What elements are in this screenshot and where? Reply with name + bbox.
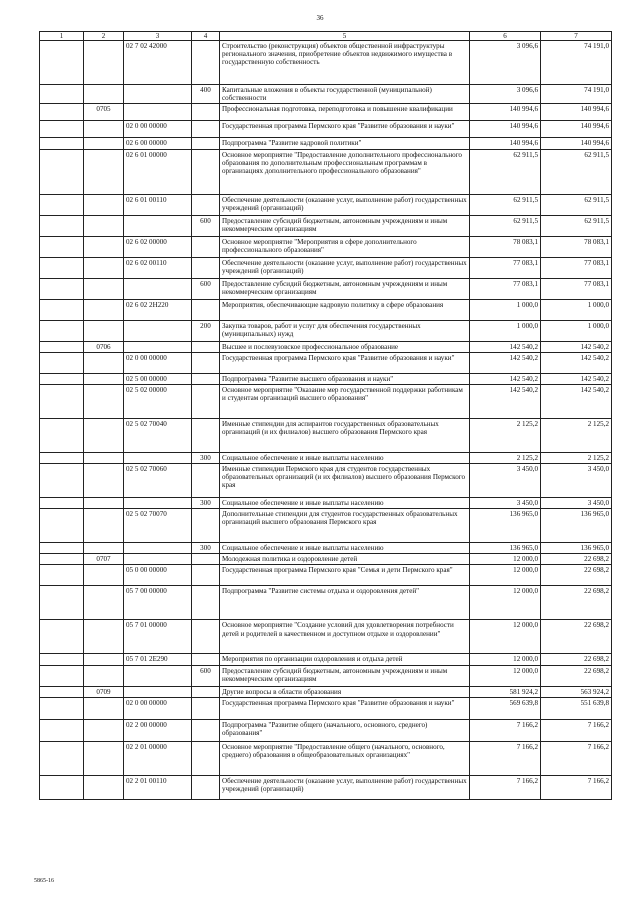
target-code	[124, 341, 192, 352]
col1-cell	[40, 654, 84, 665]
col1-cell	[40, 418, 84, 452]
section-code	[84, 654, 124, 665]
item-name: Основное мероприятие "Предоставление дополнительного профессионального образования по дополнительным профессиональным программам в организациях дополнительного профессионального образования"	[220, 149, 470, 194]
expense-type-code: 400	[192, 85, 220, 104]
section-code	[84, 452, 124, 463]
item-name: Дополнительные стипендии для студентов государственных образовательных организаций высшего образования Пермского края	[220, 509, 470, 543]
target-code	[124, 543, 192, 554]
table-row	[40, 85, 612, 104]
expense-type-code: 600	[192, 665, 220, 686]
amount-year1: 2 125,2	[470, 452, 541, 463]
col1-cell	[40, 565, 84, 586]
expense-type-code: 600	[192, 278, 220, 299]
target-code: 02 5 02 70040	[124, 418, 192, 452]
target-code: 02 5 02 70060	[124, 463, 192, 497]
section-code: 0706	[84, 341, 124, 352]
expense-type-code	[192, 104, 220, 121]
item-name: Обеспечение деятельности (оказание услуг, выполнение работ) государственных учреждений (организаций)	[220, 257, 470, 278]
col-header: 6	[470, 32, 541, 41]
target-code: 05 7 01 00000	[124, 620, 192, 654]
target-code	[124, 85, 192, 104]
section-code	[84, 620, 124, 654]
amount-year2: 136 965,0	[541, 543, 612, 554]
header-row	[40, 32, 612, 41]
section-code	[84, 121, 124, 138]
amount-year1: 136 965,0	[470, 509, 541, 543]
amount-year1: 62 911,5	[470, 194, 541, 215]
item-name: Предоставление субсидий бюджетным, автономным учреждениям и иным некоммерческим организациям	[220, 665, 470, 686]
table-row	[40, 278, 612, 299]
item-name: Подпрограмма "Развитие кадровой политики"	[220, 138, 470, 149]
table-row	[40, 620, 612, 654]
target-code	[124, 452, 192, 463]
target-code: 02 2 00 00000	[124, 719, 192, 741]
amount-year2: 62 911,5	[541, 215, 612, 236]
section-code	[84, 586, 124, 620]
amount-year1: 142 540,2	[470, 373, 541, 384]
table-row	[40, 41, 612, 85]
section-code	[84, 215, 124, 236]
table-row	[40, 565, 612, 586]
col1-cell	[40, 665, 84, 686]
amount-year1: 62 911,5	[470, 215, 541, 236]
col1-cell	[40, 373, 84, 384]
expense-type-code: 300	[192, 452, 220, 463]
table-row	[40, 138, 612, 149]
section-code	[84, 565, 124, 586]
target-code: 05 0 00 00000	[124, 565, 192, 586]
amount-year2: 2 125,2	[541, 452, 612, 463]
section-code	[84, 543, 124, 554]
col1-cell	[40, 719, 84, 741]
amount-year1: 12 000,0	[470, 620, 541, 654]
table-row	[40, 775, 612, 799]
amount-year2: 74 191,0	[541, 41, 612, 85]
amount-year2: 1 000,0	[541, 320, 612, 341]
table-row	[40, 543, 612, 554]
col1-cell	[40, 620, 84, 654]
col1-cell	[40, 299, 84, 320]
target-code: 02 6 02 2Н220	[124, 299, 192, 320]
expense-type-code	[192, 194, 220, 215]
section-code	[84, 236, 124, 257]
col1-cell	[40, 554, 84, 565]
amount-year1: 3 096,6	[470, 41, 541, 85]
section-code	[84, 352, 124, 373]
expense-type-code: 300	[192, 543, 220, 554]
table-row	[40, 121, 612, 138]
expense-type-code	[192, 741, 220, 775]
amount-year1: 62 911,5	[470, 149, 541, 194]
col1-cell	[40, 543, 84, 554]
item-name: Основное мероприятие "Мероприятия в сфере дополнительного профессионального образования"	[220, 236, 470, 257]
expense-type-code	[192, 719, 220, 741]
item-name: Предоставление субсидий бюджетным, автономным учреждениям и иным некоммерческим организациям	[220, 278, 470, 299]
expense-type-code	[192, 697, 220, 719]
col1-cell	[40, 686, 84, 697]
amount-year2: 62 911,5	[541, 194, 612, 215]
table-row	[40, 320, 612, 341]
item-name: Строительство (реконструкция) объектов общественной инфраструктуры регионального значения, приобретение объектов недвижимого имущества в государственную собственность	[220, 41, 470, 85]
col1-cell	[40, 236, 84, 257]
target-code: 02 7 02 42000	[124, 41, 192, 85]
table-row	[40, 418, 612, 452]
section-code	[84, 278, 124, 299]
table-row	[40, 104, 612, 121]
section-code	[84, 85, 124, 104]
item-name: Профессиональная подготовка, переподготовка и повышение квалификации	[220, 104, 470, 121]
table-body	[40, 41, 612, 800]
section-code	[84, 497, 124, 508]
item-name: Основное мероприятие "Создание условий для удовлетворения потребности детей и родителей в качественном и доступном отдыхе и оздоровлении"	[220, 620, 470, 654]
amount-year1: 77 083,1	[470, 257, 541, 278]
amount-year1: 142 540,2	[470, 352, 541, 373]
amount-year2: 551 639,8	[541, 697, 612, 719]
expense-type-code: 600	[192, 215, 220, 236]
col-header: 4	[192, 32, 220, 41]
item-name: Молодежная политика и оздоровление детей	[220, 554, 470, 565]
amount-year1: 3 450,0	[470, 463, 541, 497]
expense-type-code	[192, 620, 220, 654]
amount-year2: 22 698,2	[541, 565, 612, 586]
amount-year1: 140 994,6	[470, 121, 541, 138]
col1-cell	[40, 452, 84, 463]
target-code	[124, 686, 192, 697]
amount-year2: 7 166,2	[541, 741, 612, 775]
amount-year1: 12 000,0	[470, 565, 541, 586]
amount-year2: 142 540,2	[541, 384, 612, 418]
amount-year2: 62 911,5	[541, 149, 612, 194]
section-code: 0705	[84, 104, 124, 121]
col-header: 1	[40, 32, 84, 41]
target-code	[124, 320, 192, 341]
col1-cell	[40, 194, 84, 215]
amount-year1: 1 000,0	[470, 299, 541, 320]
amount-year1: 12 000,0	[470, 654, 541, 665]
section-code	[84, 775, 124, 799]
target-code: 02 0 00 00000	[124, 352, 192, 373]
table-row	[40, 665, 612, 686]
section-code	[84, 741, 124, 775]
amount-year2: 142 540,2	[541, 352, 612, 373]
table-row	[40, 215, 612, 236]
item-name: Предоставление субсидий бюджетным, автономным учреждениям и иным некоммерческим организациям	[220, 215, 470, 236]
target-code: 02 5 02 00000	[124, 384, 192, 418]
page-number: 36	[316, 14, 324, 22]
col1-cell	[40, 352, 84, 373]
target-code	[124, 278, 192, 299]
expense-type-code	[192, 149, 220, 194]
target-code: 02 6 00 00000	[124, 138, 192, 149]
table-row	[40, 352, 612, 373]
target-code: 05 7 00 00000	[124, 586, 192, 620]
table-row	[40, 463, 612, 497]
col1-cell	[40, 775, 84, 799]
expense-type-code	[192, 299, 220, 320]
amount-year2: 22 698,2	[541, 620, 612, 654]
item-name: Социальное обеспечение и иные выплаты населению	[220, 452, 470, 463]
table-row	[40, 719, 612, 741]
expense-type-code: 300	[192, 497, 220, 508]
amount-year2: 136 965,0	[541, 509, 612, 543]
table-row	[40, 299, 612, 320]
col1-cell	[40, 85, 84, 104]
target-code: 02 5 02 70070	[124, 509, 192, 543]
col1-cell	[40, 463, 84, 497]
col1-cell	[40, 278, 84, 299]
col1-cell	[40, 320, 84, 341]
target-code: 02 2 01 00110	[124, 775, 192, 799]
amount-year2: 22 698,2	[541, 654, 612, 665]
item-name: Именные стипендии Пермского края для студентов государственных образовательных организаций (и их филиалов) высшего образования Пермского края	[220, 463, 470, 497]
table-row	[40, 236, 612, 257]
item-name: Подпрограмма "Развитие системы отдыха и оздоровления детей"	[220, 586, 470, 620]
table-row	[40, 554, 612, 565]
col1-cell	[40, 138, 84, 149]
item-name: Подпрограмма "Развитие высшего образования и науки"	[220, 373, 470, 384]
amount-year1: 2 125,2	[470, 418, 541, 452]
expense-type-code	[192, 509, 220, 543]
amount-year1: 140 994,6	[470, 138, 541, 149]
expense-type-code	[192, 463, 220, 497]
table-row	[40, 341, 612, 352]
target-code	[124, 554, 192, 565]
item-name: Государственная программа Пермского края "Развитие образования и науки"	[220, 352, 470, 373]
amount-year2: 74 191,0	[541, 85, 612, 104]
table-row	[40, 384, 612, 418]
table-row	[40, 452, 612, 463]
target-code	[124, 497, 192, 508]
section-code: 0709	[84, 686, 124, 697]
amount-year1: 78 083,1	[470, 236, 541, 257]
target-code	[124, 215, 192, 236]
item-name: Другие вопросы в области образования	[220, 686, 470, 697]
amount-year1: 7 166,2	[470, 719, 541, 741]
section-code	[84, 320, 124, 341]
expense-type-code	[192, 41, 220, 85]
section-code	[84, 373, 124, 384]
amount-year2: 142 540,2	[541, 341, 612, 352]
amount-year2: 140 994,6	[541, 121, 612, 138]
amount-year2: 140 994,6	[541, 138, 612, 149]
item-name: Основное мероприятие "Предоставление общего (начального, основного, среднего) образования в общеобразовательных организациях"	[220, 741, 470, 775]
target-code	[124, 104, 192, 121]
amount-year1: 3 096,6	[470, 85, 541, 104]
amount-year2: 7 166,2	[541, 719, 612, 741]
col1-cell	[40, 586, 84, 620]
table-row	[40, 194, 612, 215]
section-code	[84, 384, 124, 418]
section-code	[84, 719, 124, 741]
amount-year1: 7 166,2	[470, 775, 541, 799]
target-code: 02 6 02 00110	[124, 257, 192, 278]
col1-cell	[40, 509, 84, 543]
col1-cell	[40, 215, 84, 236]
item-name: Закупка товаров, работ и услуг для обеспечения государственных (муниципальных) нужд	[220, 320, 470, 341]
amount-year2: 22 698,2	[541, 665, 612, 686]
amount-year2: 3 450,0	[541, 497, 612, 508]
section-code	[84, 41, 124, 85]
amount-year2: 22 698,2	[541, 586, 612, 620]
col-header: 7	[541, 32, 612, 41]
table-row	[40, 741, 612, 775]
item-name: Обеспечение деятельности (оказание услуг, выполнение работ) государственных учреждений (организаций)	[220, 194, 470, 215]
expense-type-code	[192, 565, 220, 586]
section-code	[84, 463, 124, 497]
item-name: Именные стипендии для аспирантов государственных образовательных организаций (и их филиалов) высшего образования Пермского края	[220, 418, 470, 452]
col1-cell	[40, 149, 84, 194]
section-code	[84, 418, 124, 452]
amount-year1: 142 540,2	[470, 384, 541, 418]
target-code: 02 6 02 00000	[124, 236, 192, 257]
amount-year1: 12 000,0	[470, 665, 541, 686]
target-code	[124, 665, 192, 686]
amount-year1: 581 924,2	[470, 686, 541, 697]
col1-cell	[40, 384, 84, 418]
table-row	[40, 257, 612, 278]
col1-cell	[40, 697, 84, 719]
amount-year1: 140 994,6	[470, 104, 541, 121]
amount-year2: 77 083,1	[541, 278, 612, 299]
target-code: 02 5 00 00000	[124, 373, 192, 384]
expense-type-code	[192, 341, 220, 352]
col1-cell	[40, 341, 84, 352]
amount-year1: 7 166,2	[470, 741, 541, 775]
table-row	[40, 373, 612, 384]
col1-cell	[40, 257, 84, 278]
amount-year1: 12 000,0	[470, 586, 541, 620]
section-code	[84, 665, 124, 686]
target-code: 02 0 00 00000	[124, 697, 192, 719]
section-code	[84, 149, 124, 194]
table-row	[40, 509, 612, 543]
expense-type-code	[192, 418, 220, 452]
amount-year2: 77 083,1	[541, 257, 612, 278]
amount-year1: 136 965,0	[470, 543, 541, 554]
section-code	[84, 257, 124, 278]
section-code	[84, 138, 124, 149]
table-row	[40, 686, 612, 697]
section-code	[84, 509, 124, 543]
amount-year2: 1 000,0	[541, 299, 612, 320]
expense-type-code	[192, 554, 220, 565]
target-code: 02 6 01 00000	[124, 149, 192, 194]
amount-year2: 22 698,2	[541, 554, 612, 565]
item-name: Высшее и послевузовское профессиональное образование	[220, 341, 470, 352]
table-header	[40, 32, 612, 41]
budget-table	[39, 31, 612, 800]
table-row	[40, 654, 612, 665]
target-code: 02 6 01 00110	[124, 194, 192, 215]
section-code	[84, 194, 124, 215]
target-code: 02 2 01 00000	[124, 741, 192, 775]
amount-year2: 142 540,2	[541, 373, 612, 384]
col1-cell	[40, 741, 84, 775]
expense-type-code	[192, 138, 220, 149]
col1-cell	[40, 121, 84, 138]
section-code: 0707	[84, 554, 124, 565]
item-name: Мероприятия по организации оздоровления и отдыха детей	[220, 654, 470, 665]
amount-year1: 12 000,0	[470, 554, 541, 565]
col1-cell	[40, 497, 84, 508]
amount-year1: 3 450,0	[470, 497, 541, 508]
expense-type-code	[192, 352, 220, 373]
expense-type-code	[192, 257, 220, 278]
amount-year2: 78 083,1	[541, 236, 612, 257]
item-name: Государственная программа Пермского края "Развитие образования и науки"	[220, 697, 470, 719]
col1-cell	[40, 104, 84, 121]
section-code	[84, 299, 124, 320]
expense-type-code	[192, 373, 220, 384]
col1-cell	[40, 41, 84, 85]
amount-year1: 77 083,1	[470, 278, 541, 299]
amount-year2: 2 125,2	[541, 418, 612, 452]
table-row	[40, 586, 612, 620]
expense-type-code	[192, 654, 220, 665]
item-name: Основное мероприятие "Оказание мер государственной поддержки работникам и студентам организаций высшего образования"	[220, 384, 470, 418]
target-code: 02 0 00 00000	[124, 121, 192, 138]
amount-year1: 569 639,8	[470, 697, 541, 719]
item-name: Государственная программа Пермского края "Семья и дети Пермского края"	[220, 565, 470, 586]
col-header: 2	[84, 32, 124, 41]
section-code	[84, 697, 124, 719]
item-name: Мероприятия, обеспечивающие кадровую политику в сфере образования	[220, 299, 470, 320]
target-code: 05 7 01 2Е290	[124, 654, 192, 665]
table-row	[40, 697, 612, 719]
item-name: Обеспечение деятельности (оказание услуг, выполнение работ) государственных учреждений (организаций)	[220, 775, 470, 799]
amount-year2: 563 924,2	[541, 686, 612, 697]
table-row	[40, 497, 612, 508]
amount-year2: 3 450,0	[541, 463, 612, 497]
footer-code: 5865-16	[34, 878, 54, 884]
amount-year1: 1 000,0	[470, 320, 541, 341]
item-name: Государственная программа Пермского края "Развитие образования и науки"	[220, 121, 470, 138]
amount-year1: 142 540,2	[470, 341, 541, 352]
expense-type-code	[192, 121, 220, 138]
amount-year2: 7 166,2	[541, 775, 612, 799]
expense-type-code	[192, 236, 220, 257]
col-header: 3	[124, 32, 192, 41]
expense-type-code	[192, 775, 220, 799]
col-header: 5	[220, 32, 470, 41]
item-name: Капитальные вложения в объекты государственной (муниципальной) собственности	[220, 85, 470, 104]
table-row	[40, 149, 612, 194]
expense-type-code	[192, 686, 220, 697]
expense-type-code	[192, 586, 220, 620]
expense-type-code	[192, 384, 220, 418]
item-name: Подпрограмма "Развитие общего (начального, основного, среднего) образования"	[220, 719, 470, 741]
item-name: Социальное обеспечение и иные выплаты населению	[220, 543, 470, 554]
item-name: Социальное обеспечение и иные выплаты населению	[220, 497, 470, 508]
expense-type-code: 200	[192, 320, 220, 341]
amount-year2: 140 994,6	[541, 104, 612, 121]
